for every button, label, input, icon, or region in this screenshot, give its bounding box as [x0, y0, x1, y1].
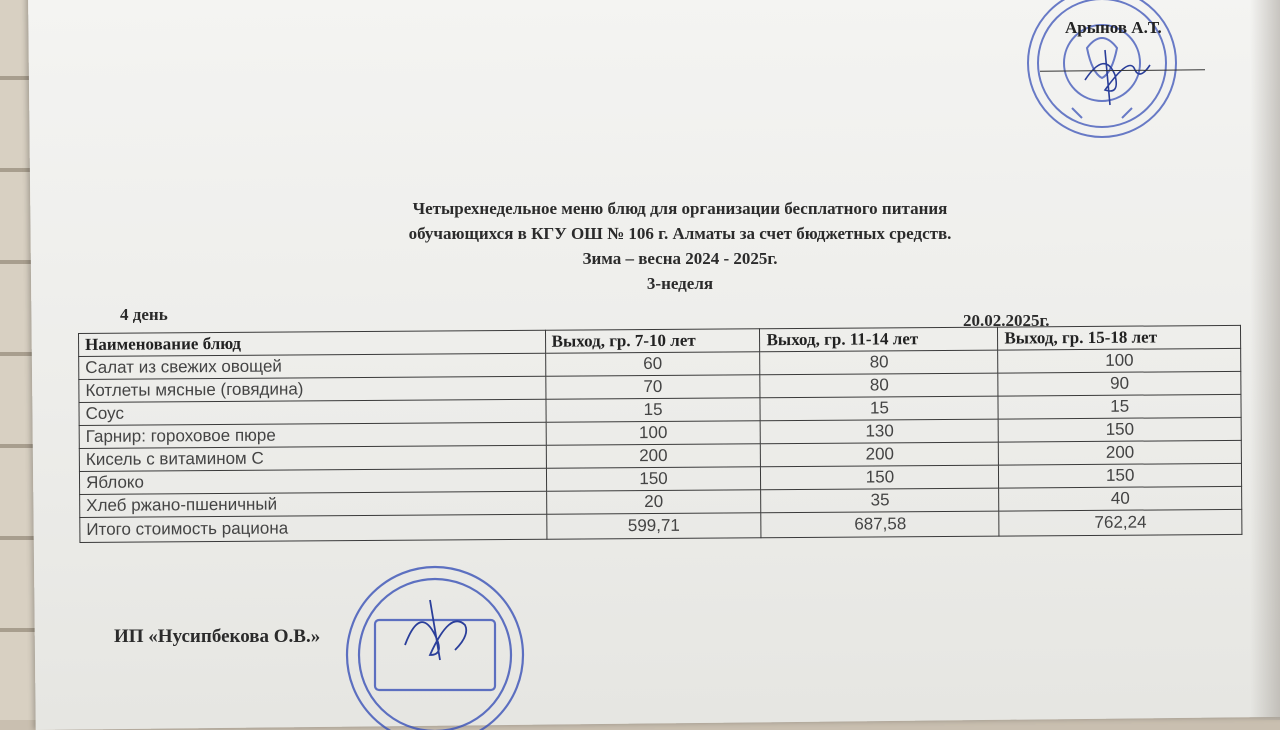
output-11-14: 80	[760, 373, 998, 398]
output-11-14: 15	[760, 396, 998, 421]
total-label: Итого стоимость рациона	[80, 514, 547, 542]
output-11-14: 150	[761, 465, 999, 490]
day-label: 4 день	[120, 305, 168, 324]
output-7-10: 60	[545, 352, 760, 377]
title-line-1: Четырехнедельное меню блюд для организации бесплатного питания	[412, 199, 948, 218]
output-7-10: 20	[546, 490, 761, 515]
output-7-10: 70	[545, 375, 760, 400]
output-15-18: 100	[998, 348, 1241, 373]
output-11-14: 130	[761, 419, 999, 444]
title-line-3: Зима – весна 2024 - 2025г.	[582, 249, 778, 268]
output-7-10: 200	[546, 444, 761, 469]
output-15-18: 15	[998, 394, 1241, 419]
output-7-10: 150	[546, 467, 761, 492]
dish-name: Салат из свежих овощей	[79, 353, 546, 379]
output-15-18: 90	[998, 371, 1241, 396]
approver-name: Арынов А.Т.	[1065, 18, 1162, 37]
header-output-15-18: Выход, гр. 15-18 лет	[998, 325, 1241, 350]
header-output-7-10: Выход, гр. 7-10 лет	[545, 329, 760, 354]
dish-name: Хлеб ржано-пшеничный	[80, 491, 547, 517]
output-15-18: 40	[999, 486, 1242, 511]
dish-name: Яблоко	[79, 468, 546, 494]
output-11-14: 80	[760, 350, 998, 375]
total-7-10: 599,71	[546, 513, 761, 540]
total-15-18: 762,24	[999, 509, 1242, 536]
supplier-name: ИП «Нусипбекова О.В.»	[114, 626, 321, 647]
document-title	[300, 196, 1060, 296]
dish-name: Гарнир: гороховое пюре	[79, 422, 546, 448]
header-dish-name: Наименование блюд	[79, 330, 546, 356]
output-15-18: 150	[998, 417, 1241, 442]
output-15-18: 150	[999, 463, 1242, 488]
output-11-14: 200	[761, 442, 999, 467]
output-11-14: 35	[761, 488, 999, 513]
page-edge-shadow	[1250, 0, 1280, 720]
header-output-11-14: Выход, гр. 11-14 лет	[760, 327, 998, 352]
dish-name: Кисель с витамином С	[79, 445, 546, 471]
title-line-2: обучающихся в КГУ ОШ № 106 г. Алматы за счет бюджетных средств.	[408, 224, 952, 243]
title-line-4: 3-неделя	[646, 274, 714, 293]
total-11-14: 687,58	[761, 511, 999, 538]
output-7-10: 15	[546, 398, 761, 423]
menu-table	[78, 325, 1242, 543]
dish-name: Котлеты мясные (говядина)	[79, 376, 546, 402]
menu-date: 20.02.2025г.	[963, 311, 1050, 330]
output-15-18: 200	[999, 440, 1242, 465]
output-7-10: 100	[546, 421, 761, 446]
dish-name: Соус	[79, 399, 546, 425]
